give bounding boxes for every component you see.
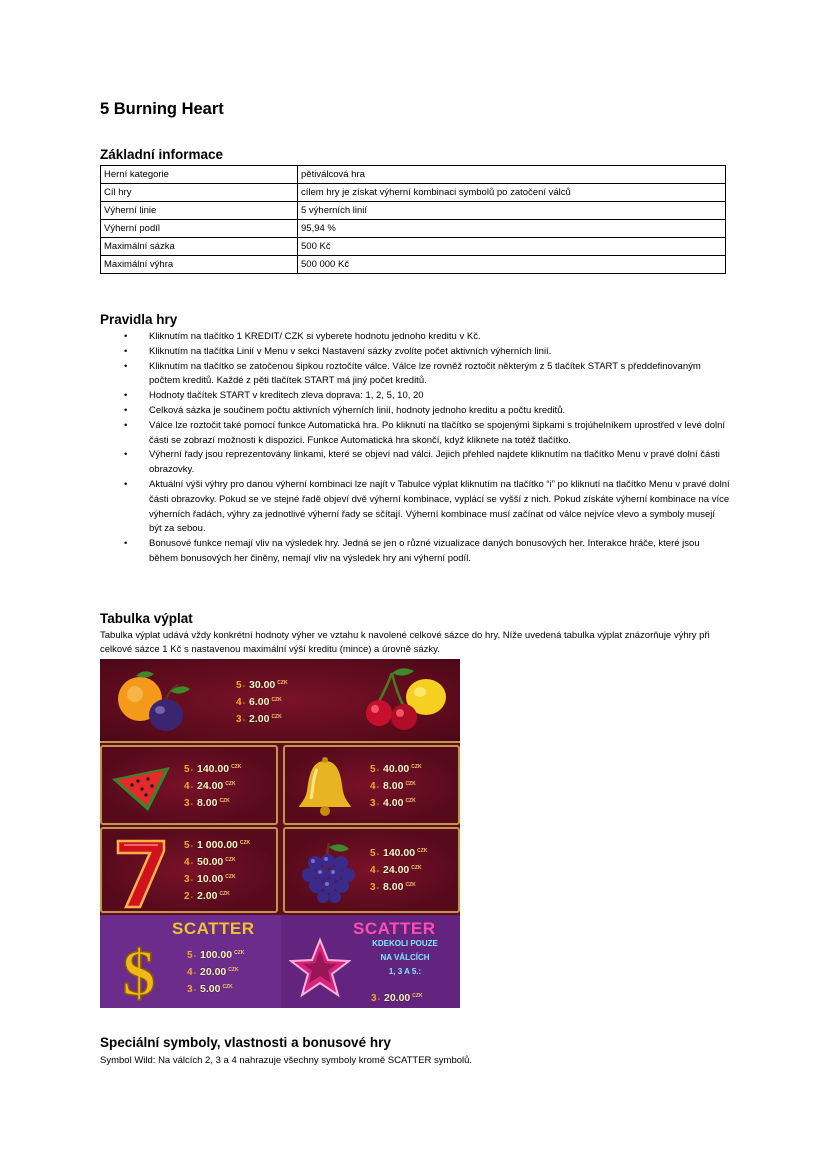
list-item: • Hodnoty tlačítek START v kreditech zleva doprava: 1, 2, 5, 10, 20 [100, 389, 730, 404]
table-row [101, 256, 726, 274]
table-cell-label: Výherní linie [101, 202, 298, 220]
special-text: Symbol Wild: Na válcích 2, 3 a 4 nahrazuje všechny symboly kromě SCATTER symbolů. [100, 1055, 473, 1066]
paytable-intro: Tabulka výplat udává vždy konkrétní hodnoty výher ve vztahu k navolené celkové sázce do hry. Níže uvedená tabulka výplat znázorňuje výhry při celkové sázce 1 Kč s nastavenou maximální výší kreditu (mince) a úrovně sázky. [100, 630, 710, 655]
table-cell-label: Herní kategorie [101, 166, 298, 184]
table-row [101, 184, 726, 202]
orange-plum-icon [108, 667, 198, 737]
rules-list [100, 330, 730, 567]
page-title: 5 Burning Heart [100, 100, 224, 118]
basic-info-table [100, 165, 726, 274]
svg-text:$: $ [122, 937, 156, 1005]
special-heading: Speciální symboly, vlastnosti a bonusové hry [100, 1035, 391, 1050]
star-icon [289, 937, 351, 999]
pay-row: 4 - 8.00 CZK [370, 776, 422, 793]
table-cell-label: Maximální sázka [101, 238, 298, 256]
table-cell-value: 5 výherních linií [298, 202, 726, 220]
table-cell-label: Maximální výhra [101, 256, 298, 274]
scatter-title: SCATTER [172, 919, 255, 938]
watermelon-icon [108, 759, 174, 815]
grapes-pays [370, 843, 427, 894]
seven-icon [112, 835, 170, 911]
scatter-star-pays [371, 988, 423, 1005]
paytable-cell-scatter-star [281, 915, 460, 1008]
table-row [101, 166, 726, 184]
table-cell-value: pětiválcová hra [298, 166, 726, 184]
paytable-cell-bell [283, 745, 460, 825]
pay-row: 4 - 20.00 CZK [187, 962, 244, 979]
pay-row: 3 - 2.00 CZK [236, 709, 288, 726]
list-item: • Kliknutím na tlačítka Linií v Menu v sekci Nastavení sázky zvolíte počet aktivních výherních linií. [100, 345, 730, 360]
pay-row: 3 - 8.00 CZK [370, 877, 427, 894]
paytable-cell-watermelon [100, 745, 278, 825]
table-cell-value: 500 Kč [298, 238, 726, 256]
seven-pays [184, 835, 250, 903]
paytable-image [100, 659, 460, 1008]
list-item: • Bonusové funkce nemají vliv na výsledek hry. Jedná se jen o různé vizualizace daných bonusových her. Interakce hráče, které jsou během bonusových her činěny, nemají vliv na výsledek hry ani výherní podíl. [100, 537, 730, 567]
paytable-cell-scatter-dollar [100, 915, 281, 1008]
scatter-note-line: KDEKOLI POUZE [372, 939, 438, 948]
table-cell-label: Cíl hry [101, 184, 298, 202]
list-item: • Kliknutím na tlačítko 1 KREDIT/ CZK si vyberete hodnotu jednoho kreditu v Kč. [100, 330, 730, 345]
table-cell-value: 95,94 % [298, 220, 726, 238]
scatter-dollar-pays [187, 945, 244, 996]
table-cell-value: cílem hry je získat výherní kombinaci symbolů po zatočení válců [298, 184, 726, 202]
pay-row: 3 - 8.00 CZK [184, 793, 241, 810]
top-pays [236, 675, 288, 726]
list-item: • Kliknutím na tlačítko se zatočenou šipkou roztočíte válce. Válce lze rovněž roztočit některým z 5 tlačítek START s předdefinovaným počtem kreditů. Každé z pěti tlačítek START má jiný počet kreditů. [100, 360, 730, 390]
list-item: • Válce lze roztočit také pomocí funkce Automatická hra. Po kliknutí na tlačítko se spojenými šipkami s trojúhelníkem uprostřed v levé dolní části se zobrazí možnosti k dispozici. Funkce Automatická hra skončí, když kliknete na totéž tlačítko. [100, 419, 730, 449]
pay-row: 3 - 5.00 CZK [187, 979, 244, 996]
paytable-heading: Tabulka výplat [100, 611, 193, 626]
table-cell-value: 500 000 Kč [298, 256, 726, 274]
watermelon-pays [184, 759, 241, 810]
paytable-cell-seven [100, 827, 278, 913]
paytable-cell-grapes [283, 827, 460, 913]
pay-row: 3 - 10.00 CZK [184, 869, 250, 886]
scatter-title: SCATTER [353, 919, 436, 938]
bell-pays [370, 759, 422, 810]
table-row [101, 238, 726, 256]
bell-icon [295, 755, 355, 819]
list-item: • Aktuální výši výhry pro danou výherní kombinaci lze najít v Tabulce výplat kliknutím na tlačítko “i” po kliknutí na tlačítko Menu v pravé dolní části obrazovky. Pokud se ve stejné řadě objeví dvě výherní kombinace, vyplácí se vyšší z nich. Pokud získáte výherní kombinace na více výherních řadách, výhry za jednotlivé výherní řady se sčítají. Výherní kombinace musí začínat od válce nejvíce vlevo a symboly musejí být za sebou. [100, 478, 730, 537]
pay-row: 2 - 2.00 CZK [184, 886, 250, 903]
pay-row: 4 - 24.00 CZK [184, 776, 241, 793]
basic-info-heading: Základní informace [100, 147, 224, 162]
pay-row: 4 - 24.00 CZK [370, 860, 427, 877]
pay-row: 5 - 100.00 CZK [187, 945, 244, 962]
pay-row: 4 - 6.00 CZK [236, 692, 288, 709]
pay-row: 5 - 140.00 CZK [184, 759, 241, 776]
pay-row: 5 - 40.00 CZK [370, 759, 422, 776]
table-cell-label: Výherní podíl [101, 220, 298, 238]
scatter-note-line: 1, 3 A 5.: [388, 967, 422, 976]
list-item: • Výherní řady jsou reprezentovány linkami, které se objeví nad válci. Jejich přehled najdete kliknutím na tlačítko Menu v pravé dolní části obrazovky. [100, 448, 730, 478]
pay-row: 5 - 30.00 CZK [236, 675, 288, 692]
scatter-note-line: NA VÁLCÍCH [380, 953, 430, 962]
pay-row: 4 - 50.00 CZK [184, 852, 250, 869]
grapes-icon [295, 839, 361, 905]
pay-row: 5 - 140.00 CZK [370, 843, 427, 860]
table-row [101, 220, 726, 238]
paytable-cell-fruits [100, 659, 460, 743]
pay-row: 5 - 1 000.00 CZK [184, 835, 250, 852]
pay-row: 3 - 20.00 CZK [371, 988, 423, 1005]
cherry-lemon-icon [362, 665, 454, 737]
dollar-icon [114, 935, 164, 1005]
pay-row: 3 - 4.00 CZK [370, 793, 422, 810]
scatter-note [357, 937, 453, 979]
list-item: • Celková sázka je součinem počtu aktivních výherních linií, hodnoty jednoho kreditu a počtu kreditů. [100, 404, 730, 419]
rules-heading: Pravidla hry [100, 312, 178, 327]
table-row [101, 202, 726, 220]
